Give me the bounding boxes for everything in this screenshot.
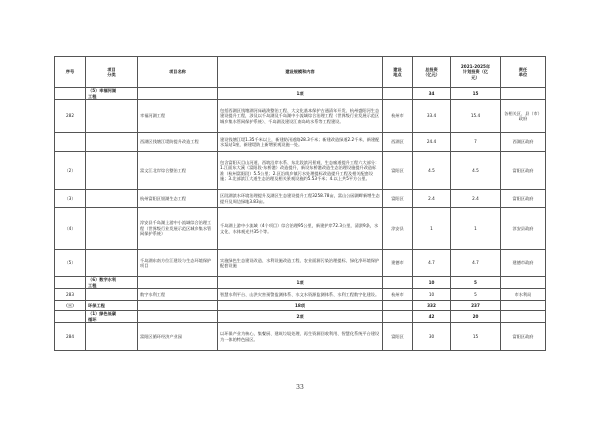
row-index: （2） (55, 152, 86, 190)
table-row (55, 88, 546, 100)
header-planned-investment: 2021-2025年 计划投资（亿 元） (451, 57, 501, 88)
row-index: （三） (55, 301, 86, 311)
row-location (383, 277, 413, 289)
table-row (55, 323, 546, 351)
row-planned-investment: 15 (451, 323, 501, 351)
row-project-name (138, 88, 218, 100)
row-total-investment: 34 (413, 88, 451, 100)
row-project-name: 西湖区钱塘江堤防提升改造工程 (138, 133, 218, 152)
row-responsible-unit (501, 311, 546, 323)
row-responsible-unit: 淳安县政府 (501, 208, 546, 250)
row-location: 富阳区 (383, 190, 413, 208)
header-responsible-unit: 责任 单位 (501, 57, 546, 88)
row-index: 283 (55, 289, 86, 301)
row-category (86, 208, 138, 250)
table-row (55, 208, 546, 250)
row-project-name (138, 301, 218, 311)
row-category: （1）绿色低碳 循环 (86, 311, 138, 323)
row-scope: 区段湖滨水环境治理提升及湖区生态建设提升工程3258.78亩，富山公园湖畔新增生态提升及周边绿地3.83亩。 (218, 190, 383, 208)
row-location: 富阳区 (383, 323, 413, 351)
header-index: 序号 (55, 57, 86, 88)
row-index (55, 88, 86, 100)
row-index: （3） (55, 190, 86, 208)
row-scope: 建设钱塘江堤1.35千米以上，新建防汛道路28.3千米；新建改造绿道2.2千米，新建配水泵站1座，新建堤防上新增景观设施一处。 (218, 133, 383, 152)
row-category (86, 289, 138, 301)
row-responsible-unit: 市水利局 (501, 289, 546, 301)
row-planned-investment: 1 (451, 208, 501, 250)
row-responsible-unit: 富阳区政府 (501, 323, 546, 351)
header-total-investment: 总投资 （亿元） (413, 57, 451, 88)
row-total-investment: 24.4 (413, 133, 451, 152)
row-total-investment: 4.5 (413, 152, 451, 190)
row-planned-investment: 2.4 (451, 190, 501, 208)
row-project-name: 富阳区循环经济产业园 (138, 323, 218, 351)
header-category: 项目 分类 (86, 57, 138, 88)
row-responsible-unit (501, 277, 546, 289)
row-category (86, 323, 138, 351)
row-project-name: 千岛湖东南方位江建设与生态环境保护项目 (138, 250, 218, 277)
table-row (55, 250, 546, 277)
row-responsible-unit (501, 301, 546, 311)
row-responsible-unit: 各相关区、县（市）政府 (501, 100, 546, 133)
row-category: 环保工程 (86, 301, 138, 311)
row-total-investment: 4.7 (413, 250, 451, 277)
row-planned-investment: 15.4 (451, 100, 501, 133)
row-planned-investment: 5 (451, 277, 501, 289)
row-location (383, 311, 413, 323)
row-index (55, 133, 86, 152)
table-row (55, 311, 546, 323)
row-project-name: 淳安县千岛湖上游中小流域综合治理工程（世界级行业发展示范区城乡集水管网保护系统） (138, 208, 218, 250)
table-row (55, 152, 546, 190)
row-planned-investment: 4.7 (451, 250, 501, 277)
row-location (383, 301, 413, 311)
row-scope: 千岛湖上游中小流域（4个项目）综合治理95公里，新建护岸72.3公里，清淤9条，水文化、水体观光共35个等。 (218, 208, 383, 250)
row-scope: 智慧水利平台、山洪灾害预警监测体系、水文水资源监测体系、水利工程数字化建设。 (218, 289, 383, 301)
row-scope: 包括西湖区钱塘湖河床疏浚整治工程、大文化基本保护古通清年开发、杭州盛阳河生态建设提升工程，涉及以千岛湖及千岛湖中小流域综合治理工程（世界级行业发展示范区城乡集水管网保护系统）、千岛湖及建设江南岛屿水系等工程建设。 (218, 100, 383, 133)
row-project-name (138, 277, 218, 289)
row-project-name: 杭州富阳区银湖生态工程 (138, 190, 218, 208)
row-project-name: 富文江北岸综合整治工程 (138, 152, 218, 190)
row-responsible-unit: 富阳区政府 (501, 190, 546, 208)
row-total-investment: 10 (413, 289, 451, 301)
table-header-row (55, 57, 546, 88)
row-scope: 包含富阳天目山河道、西坡沿岸水系、东北段滨河景观、生态廊道提升工程六大部分：1.江面东大溪（富阳段-东桥港）改造提升，新设东桥港改造生态治理设施提升改造标准（杭州富阳段）5.5公里；2.区沿线乡镇污水处理提标改造提升工程及相关配套设施；3.北部滨江大道生态治理及相关景观设施约5.53千米；4.以上共5平方公里。 (218, 152, 383, 190)
row-planned-investment: 20 (451, 311, 501, 323)
row-responsible-unit: 建德市政府 (501, 250, 546, 277)
row-planned-investment: 15 (451, 88, 501, 100)
row-total-investment: 30 (413, 323, 451, 351)
row-category (86, 100, 138, 133)
row-project-name: 幸福河湖工程 (138, 100, 218, 133)
row-responsible-unit: 西湖区政府 (501, 133, 546, 152)
row-total-investment: 1 (413, 208, 451, 250)
row-category (86, 250, 138, 277)
row-scope: 1项 (218, 277, 383, 289)
planning-table-sheet (54, 56, 545, 351)
table-row (55, 277, 546, 289)
row-responsible-unit: 富阳区政府 (501, 152, 546, 190)
row-index (55, 311, 86, 323)
row-index (55, 277, 86, 289)
table-row (55, 190, 546, 208)
row-scope: 实施绿色生态建设改造、水利设施改造工程、农业面源污染治理提标、绿化净环境保护配套设施 (218, 250, 383, 277)
row-responsible-unit (501, 88, 546, 100)
row-index: 284 (55, 323, 86, 351)
table-row (55, 100, 546, 133)
row-category: （5）幸福河湖 工程 (86, 88, 138, 100)
header-scope: 建设规模和内容 (218, 57, 383, 88)
row-index: 282 (55, 100, 86, 133)
project-table (54, 56, 546, 351)
row-planned-investment: 4.5 (451, 152, 501, 190)
row-category (86, 152, 138, 190)
row-planned-investment: 237 (451, 301, 501, 311)
row-scope: 1项 (218, 88, 383, 100)
row-planned-investment: 7 (451, 133, 501, 152)
row-location: 淳安县 (383, 208, 413, 250)
row-total-investment: 42 (413, 311, 451, 323)
row-location: 富阳区 (383, 152, 413, 190)
row-category: （6）数字水利 工程 (86, 277, 138, 289)
row-total-investment: 10 (413, 277, 451, 289)
row-project-name (138, 311, 218, 323)
table-row (55, 301, 546, 311)
row-location (383, 88, 413, 100)
row-category (86, 190, 138, 208)
row-location: 建德市 (383, 250, 413, 277)
page-number: 33 (296, 384, 304, 391)
table-row (55, 133, 546, 152)
row-index: （4） (55, 208, 86, 250)
row-location: 杭州市 (383, 100, 413, 133)
row-project-name: 数字水利工程 (138, 289, 218, 301)
table-row (55, 289, 546, 301)
header-location: 建设 地点 (383, 57, 413, 88)
row-total-investment: 33.4 (413, 100, 451, 133)
header-project-name: 项目名称 (138, 57, 218, 88)
row-scope: 以环保产业为核心，集餐厨、建筑垃圾处理、再生资源回收利用、智慧化系统平台建设为一体的特色园区。 (218, 323, 383, 351)
row-location: 杭州市 (383, 289, 413, 301)
row-planned-investment: 5 (451, 289, 501, 301)
row-total-investment: 332 (413, 301, 451, 311)
row-scope: 18项 (218, 301, 383, 311)
row-location: 西湖区 (383, 133, 413, 152)
row-category (86, 133, 138, 152)
row-total-investment: 2.4 (413, 190, 451, 208)
row-scope: 2项 (218, 311, 383, 323)
table-body (55, 88, 546, 351)
row-index: （5） (55, 250, 86, 277)
